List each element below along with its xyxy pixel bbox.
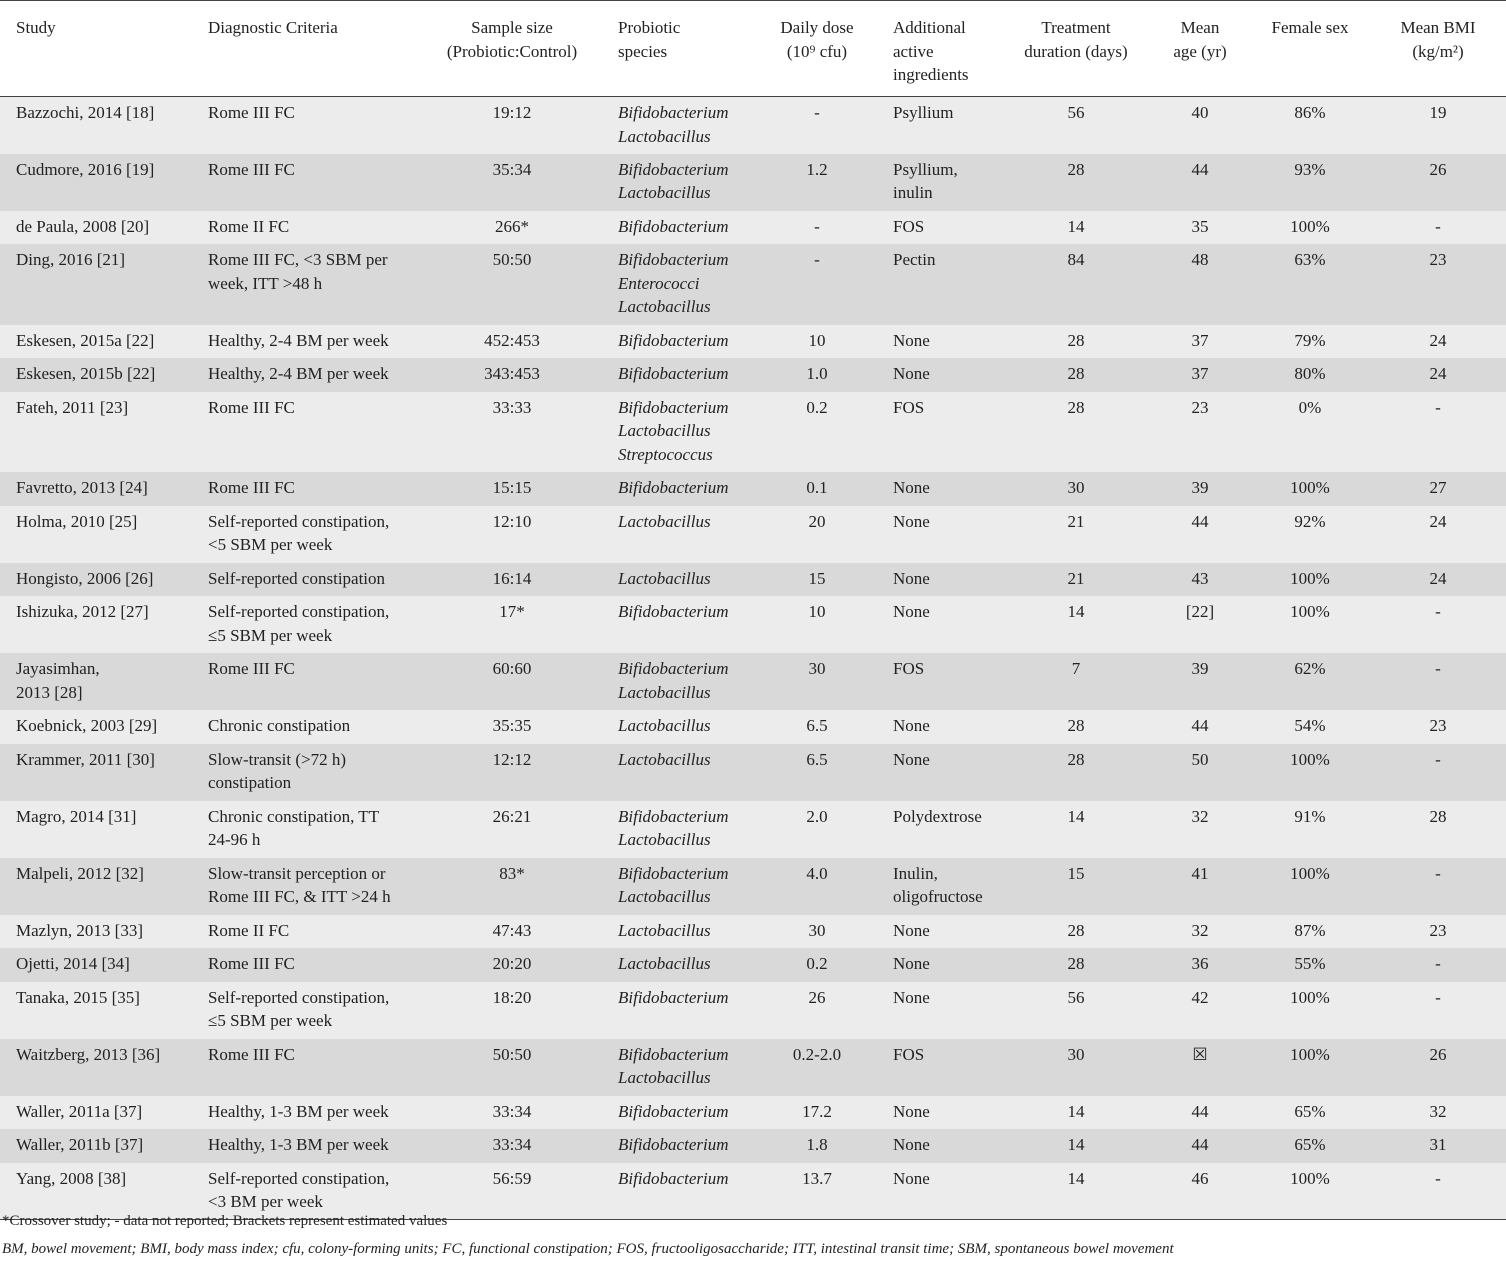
cell-daily-dose: - [814,103,820,122]
cell-probiotic-species: Bifidobacterium Lactobacillus [618,806,729,849]
cell-female-sex: 92% [1294,511,1326,531]
cell-mean-age: 50 [1191,749,1209,769]
cell-female-sex: 62% [1294,659,1326,678]
cell-mean-age: 44 [1191,1135,1209,1154]
cell-additional-ingredients: None [893,511,930,531]
cell-study: Waitzberg, 2013 [36] [16,1044,161,1064]
cell-probiotic-species: Bifidobacterium Lactobacillus [618,659,729,702]
cell-diagnostic-criteria: Rome III FC [208,1044,295,1064]
cell-study: Eskesen, 2015a [22] [16,330,155,350]
cell-study: Tanaka, 2015 [35] [16,987,140,1007]
cell-treatment-duration: 21 [1067,511,1085,531]
cell-sample-size: 83* [499,863,525,883]
cell-female-sex: 63% [1294,250,1326,269]
cell-study: Hongisto, 2006 [26] [16,568,154,588]
cell-additional-ingredients: None [893,920,930,940]
table-row [0,506,1506,563]
cell-treatment-duration: 28 [1067,364,1085,383]
cell-sample-size: 343:453 [484,364,540,383]
cell-additional-ingredients: FOS [893,397,925,417]
cell-daily-dose: 1.2 [806,159,828,179]
table-row [0,244,1506,325]
cell-mean-bmi: 19 [1429,103,1447,122]
cell-mean-bmi: - [1435,659,1441,678]
table-row [0,97,1506,154]
cell-daily-dose: 0.2 [806,954,828,973]
cell-mean-age: 46 [1191,1168,1209,1188]
cell-sample-size: 33:33 [492,397,532,417]
header-cell: Additional active ingredients [877,1,1002,97]
cell-treatment-duration: 28 [1067,397,1085,417]
table-row [0,1163,1506,1220]
cell-diagnostic-criteria: Slow-transit perception or Rome III FC, & ITT >24 h [208,863,391,906]
cell-additional-ingredients: None [893,716,930,735]
cell-sample-size: 266* [495,216,529,236]
cell-mean-age: 37 [1191,364,1209,383]
cell-daily-dose: 6.5 [806,716,828,735]
cell-diagnostic-criteria: Chronic constipation [208,716,351,735]
cell-treatment-duration: 28 [1067,330,1085,350]
table-row [0,154,1506,211]
cell-study: de Paula, 2008 [20] [16,216,150,236]
cell-diagnostic-criteria: Healthy, 1-3 BM per week [208,1135,389,1154]
table-row [0,948,1506,982]
cell-female-sex: 100% [1290,1044,1330,1064]
cell-probiotic-species: Bifidobacterium [618,330,729,350]
header-cell: Diagnostic Criteria [192,1,422,97]
header-cell: Mean age (yr) [1150,1,1250,97]
cell-mean-age: 39 [1191,478,1209,497]
cell-treatment-duration: 14 [1067,602,1085,621]
cell-treatment-duration: 28 [1067,954,1085,973]
table-row [0,472,1506,506]
cell-probiotic-species: Bifidobacterium Lactobacillus [618,863,729,906]
cell-treatment-duration: 28 [1067,920,1085,940]
table-row [0,325,1506,359]
cell-diagnostic-criteria: Healthy, 2-4 BM per week [208,330,389,350]
cell-daily-dose: 4.0 [806,863,828,883]
cell-mean-bmi: 27 [1429,478,1447,497]
cell-sample-size: 17* [499,602,525,621]
table-row [0,563,1506,597]
cell-treatment-duration: 14 [1067,1101,1085,1121]
cell-sample-size: 50:50 [492,250,532,269]
cell-daily-dose: 10 [808,330,826,350]
cell-female-sex: 100% [1290,987,1330,1007]
table-row [0,744,1506,801]
cell-female-sex: 93% [1294,159,1326,179]
cell-probiotic-species: Bifidobacterium Lactobacillus [618,159,729,202]
cell-female-sex: 86% [1294,103,1326,122]
cell-diagnostic-criteria: Self-reported constipation, <5 SBM per week [208,511,390,554]
cell-female-sex: 100% [1290,602,1330,621]
cell-daily-dose: 1.0 [806,364,828,383]
cell-daily-dose: 30 [808,659,826,678]
table-body [0,97,1506,1220]
cell-additional-ingredients: None [893,987,930,1007]
cell-female-sex: 100% [1290,749,1330,769]
cell-study: Eskesen, 2015b [22] [16,364,156,383]
cell-mean-age: 37 [1191,330,1209,350]
cell-study: Krammer, 2011 [30] [16,749,155,769]
cell-additional-ingredients: Psyllium [893,103,954,122]
table-row [0,358,1506,392]
cell-mean-bmi: - [1435,954,1441,973]
cell-study: Magro, 2014 [31] [16,806,137,826]
footnotes [0,1212,1506,1259]
cell-treatment-duration: 84 [1067,250,1085,269]
cell-sample-size: 33:34 [492,1135,532,1154]
cell-daily-dose: 0.1 [806,478,828,497]
cell-diagnostic-criteria: Rome III FC [208,397,295,417]
cell-daily-dose: 17.2 [802,1101,832,1121]
cell-study: Jayasimhan, 2013 [28] [16,659,100,702]
cell-mean-bmi: - [1435,397,1441,417]
cell-female-sex: 80% [1294,364,1326,383]
cell-mean-age: 48 [1191,250,1209,269]
cell-sample-size: 12:12 [492,749,532,769]
cell-sample-size: 15:15 [492,478,532,497]
cell-additional-ingredients: Psyllium, inulin [893,159,958,202]
header-cell: Sample size (Probiotic:Control) [422,1,602,97]
cell-treatment-duration: 14 [1067,1168,1085,1188]
cell-diagnostic-criteria: Healthy, 1-3 BM per week [208,1101,389,1121]
cell-daily-dose: 26 [808,987,826,1007]
cell-mean-bmi: 26 [1429,1044,1447,1064]
table-row [0,1096,1506,1130]
cell-daily-dose: 0.2-2.0 [792,1044,842,1064]
cell-probiotic-species: Bifidobacterium [618,1168,729,1188]
cell-daily-dose: - [814,250,820,269]
cell-probiotic-species: Bifidobacterium [618,478,729,497]
table-header-row [0,1,1506,97]
cell-probiotic-species: Lactobacillus [618,511,711,531]
cell-probiotic-species: Lactobacillus [618,749,711,769]
cell-mean-bmi: 24 [1429,568,1447,588]
cell-mean-age: ☒ [1192,1044,1208,1064]
cell-probiotic-species: Bifidobacterium [618,364,729,383]
table-row [0,1039,1506,1096]
cell-diagnostic-criteria: Chronic constipation, TT 24-96 h [208,806,380,849]
table-row [0,982,1506,1039]
cell-sample-size: 33:34 [492,1101,532,1121]
cell-diagnostic-criteria: Self-reported constipation [208,568,386,588]
cell-probiotic-species: Bifidobacterium [618,602,729,621]
cell-additional-ingredients: None [893,478,930,497]
cell-study: Yang, 2008 [38] [16,1168,127,1188]
cell-study: Cudmore, 2016 [19] [16,159,155,179]
cell-diagnostic-criteria: Rome III FC, <3 SBM per week, ITT >48 h [208,250,388,293]
header-cell: Treatment duration (days) [1002,1,1150,97]
cell-study: Ding, 2016 [21] [16,250,126,269]
cell-mean-bmi: 32 [1429,1101,1447,1121]
cell-female-sex: 100% [1290,863,1330,883]
cell-diagnostic-criteria: Rome III FC [208,659,295,678]
cell-mean-age: 32 [1191,920,1209,940]
cell-treatment-duration: 30 [1067,1044,1085,1064]
cell-additional-ingredients: None [893,330,930,350]
cell-sample-size: 20:20 [492,954,532,973]
cell-sample-size: 56:59 [492,1168,532,1188]
cell-additional-ingredients: FOS [893,1044,925,1064]
cell-treatment-duration: 21 [1067,568,1085,588]
cell-diagnostic-criteria: Self-reported constipation, ≤5 SBM per week [208,602,390,645]
cell-probiotic-species: Lactobacillus [618,568,711,588]
cell-additional-ingredients: None [893,364,930,383]
cell-mean-age: 40 [1191,103,1209,122]
cell-study: Holma, 2010 [25] [16,511,138,531]
cell-diagnostic-criteria: Rome III FC [208,159,295,179]
cell-mean-bmi: 31 [1429,1135,1447,1154]
cell-daily-dose: 0.2 [806,397,828,417]
header-cell: Daily dose (10⁹ cfu) [757,1,877,97]
cell-mean-bmi: - [1435,863,1441,883]
cell-sample-size: 12:10 [492,511,532,531]
cell-additional-ingredients: FOS [893,216,925,236]
cell-sample-size: 18:20 [492,987,532,1007]
cell-study: Malpeli, 2012 [32] [16,863,144,883]
cell-daily-dose: 30 [808,920,826,940]
cell-treatment-duration: 14 [1067,216,1085,236]
footnote-abbreviations: BM, bowel movement; BMI, body mass index; cfu, colony-forming units; FC, functional constipation; FOS, fructooligosaccharide; ITT, intestinal transit time; SBM, spontaneous bowel movement [2,1241,1174,1257]
table-row [0,801,1506,858]
cell-sample-size: 60:60 [492,659,532,678]
cell-mean-bmi: 24 [1429,511,1447,531]
cell-treatment-duration: 30 [1067,478,1085,497]
cell-additional-ingredients: None [893,1101,930,1121]
cell-treatment-duration: 56 [1067,987,1085,1007]
cell-probiotic-species: Bifidobacterium Enterococci Lactobacillus [618,250,729,316]
cell-mean-bmi: 23 [1429,250,1447,269]
cell-female-sex: 87% [1294,920,1326,940]
cell-diagnostic-criteria: Rome II FC [208,920,290,940]
cell-probiotic-species: Bifidobacterium [618,1101,729,1121]
cell-mean-bmi: 23 [1429,716,1447,735]
cell-diagnostic-criteria: Slow-transit (>72 h) constipation [208,749,347,792]
table-row [0,858,1506,915]
cell-treatment-duration: 7 [1071,659,1081,678]
cell-additional-ingredients: Pectin [893,250,936,269]
cell-diagnostic-criteria: Healthy, 2-4 BM per week [208,364,389,383]
cell-probiotic-species: Bifidobacterium [618,216,729,236]
cell-female-sex: 65% [1294,1135,1326,1154]
cell-daily-dose: 1.8 [806,1135,828,1154]
cell-mean-bmi: 23 [1429,920,1447,940]
cell-mean-age: 44 [1191,511,1209,531]
cell-study: Ojetti, 2014 [34] [16,954,130,973]
cell-diagnostic-criteria: Self-reported constipation, <3 BM per week [208,1168,390,1211]
cell-diagnostic-criteria: Rome II FC [208,216,290,236]
cell-study: Mazlyn, 2013 [33] [16,920,144,940]
cell-probiotic-species: Bifidobacterium [618,987,729,1007]
cell-additional-ingredients: FOS [893,659,925,678]
cell-sample-size: 19:12 [492,103,532,122]
cell-probiotic-species: Bifidobacterium Lactobacillus [618,103,729,146]
cell-female-sex: 54% [1294,716,1326,735]
table-row [0,392,1506,473]
cell-female-sex: 91% [1294,806,1326,826]
cell-mean-age: 43 [1191,568,1209,588]
cell-daily-dose: 20 [808,511,826,531]
cell-additional-ingredients: Polydextrose [893,806,982,826]
cell-mean-bmi: 26 [1429,159,1447,179]
cell-probiotic-species: Lactobacillus [618,954,711,973]
table-row [0,1129,1506,1163]
cell-sample-size: 35:34 [492,159,532,179]
header-cell: Probiotic species [602,1,757,97]
cell-mean-age: 35 [1191,216,1209,236]
header-cell: Study [0,1,192,97]
cell-female-sex: 100% [1290,216,1330,236]
cell-mean-age: 44 [1191,159,1209,179]
table-row [0,653,1506,710]
cell-treatment-duration: 56 [1067,103,1085,122]
cell-female-sex: 55% [1294,954,1326,973]
cell-study: Waller, 2011a [37] [16,1101,143,1121]
cell-mean-bmi: - [1435,602,1441,621]
cell-diagnostic-criteria: Rome III FC [208,478,295,497]
cell-mean-age: 23 [1191,397,1209,417]
table-row [0,710,1506,744]
cell-mean-age: 42 [1191,987,1209,1007]
cell-additional-ingredients: None [893,1135,930,1154]
cell-mean-bmi: - [1435,987,1441,1007]
cell-daily-dose: 2.0 [806,806,828,826]
cell-daily-dose: 10 [808,602,826,621]
table-row [0,596,1506,653]
cell-mean-age: [22] [1185,602,1215,621]
cell-female-sex: 100% [1290,568,1330,588]
cell-female-sex: 100% [1290,478,1330,497]
cell-mean-age: 44 [1191,716,1209,735]
cell-mean-age: 44 [1191,1101,1209,1121]
cell-daily-dose: 15 [808,568,826,588]
header-cell: Mean BMI (kg/m²) [1370,1,1506,97]
cell-mean-bmi: - [1435,749,1441,769]
cell-treatment-duration: 28 [1067,716,1085,735]
table-row [0,915,1506,949]
cell-study: Favretto, 2013 [24] [16,478,148,497]
cell-probiotic-species: Bifidobacterium Lactobacillus Streptococcus [618,397,729,464]
cell-additional-ingredients: None [893,1168,930,1188]
header-cell: Female sex [1250,1,1370,97]
cell-sample-size: 47:43 [492,920,532,940]
cell-probiotic-species: Lactobacillus [618,920,711,940]
cell-sample-size: 50:50 [492,1044,532,1064]
cell-daily-dose: - [814,216,820,236]
cell-study: Bazzochi, 2014 [18] [16,103,155,122]
cell-sample-size: 35:35 [492,716,532,735]
cell-mean-bmi: 28 [1429,806,1447,826]
cell-diagnostic-criteria: Rome III FC [208,954,295,973]
cell-study: Koebnick, 2003 [29] [16,716,158,735]
cell-additional-ingredients: None [893,568,930,588]
cell-daily-dose: 13.7 [802,1168,832,1188]
cell-study: Fateh, 2011 [23] [16,397,129,417]
cell-diagnostic-criteria: Self-reported constipation, ≤5 SBM per week [208,987,390,1030]
cell-female-sex: 0% [1298,397,1322,417]
cell-treatment-duration: 15 [1067,863,1085,883]
cell-female-sex: 100% [1290,1168,1330,1188]
cell-sample-size: 26:21 [492,806,532,826]
cell-study: Waller, 2011b [37] [16,1135,144,1154]
cell-treatment-duration: 14 [1067,1135,1085,1154]
cell-mean-age: 32 [1191,806,1209,826]
cell-study: Ishizuka, 2012 [27] [16,602,149,621]
cell-sample-size: 452:453 [484,330,540,350]
cell-treatment-duration: 28 [1067,159,1085,179]
cell-daily-dose: 6.5 [806,749,828,769]
cell-probiotic-species: Bifidobacterium Lactobacillus [618,1044,729,1087]
table-row [0,211,1506,245]
cell-diagnostic-criteria: Rome III FC [208,103,295,122]
cell-mean-age: 41 [1191,863,1209,883]
cell-mean-bmi: 24 [1429,364,1447,383]
cell-sample-size: 16:14 [492,568,532,588]
cell-probiotic-species: Bifidobacterium [618,1135,729,1154]
cell-mean-age: 36 [1191,954,1209,973]
cell-female-sex: 65% [1294,1101,1326,1121]
cell-mean-bmi: - [1435,1168,1441,1188]
cell-additional-ingredients: Inulin, oligofructose [893,863,983,906]
cell-mean-bmi: - [1435,216,1441,236]
cell-treatment-duration: 28 [1067,749,1085,769]
cell-mean-age: 39 [1191,659,1209,678]
cell-additional-ingredients: None [893,602,930,621]
cell-female-sex: 79% [1294,330,1326,350]
footnote-legend: *Crossover study; - data not reported; Brackets represent estimated values [2,1213,448,1229]
cell-probiotic-species: Lactobacillus [618,716,711,735]
cell-treatment-duration: 14 [1067,806,1085,826]
cell-additional-ingredients: None [893,749,930,769]
cell-additional-ingredients: None [893,954,930,973]
cell-mean-bmi: 24 [1429,330,1447,350]
